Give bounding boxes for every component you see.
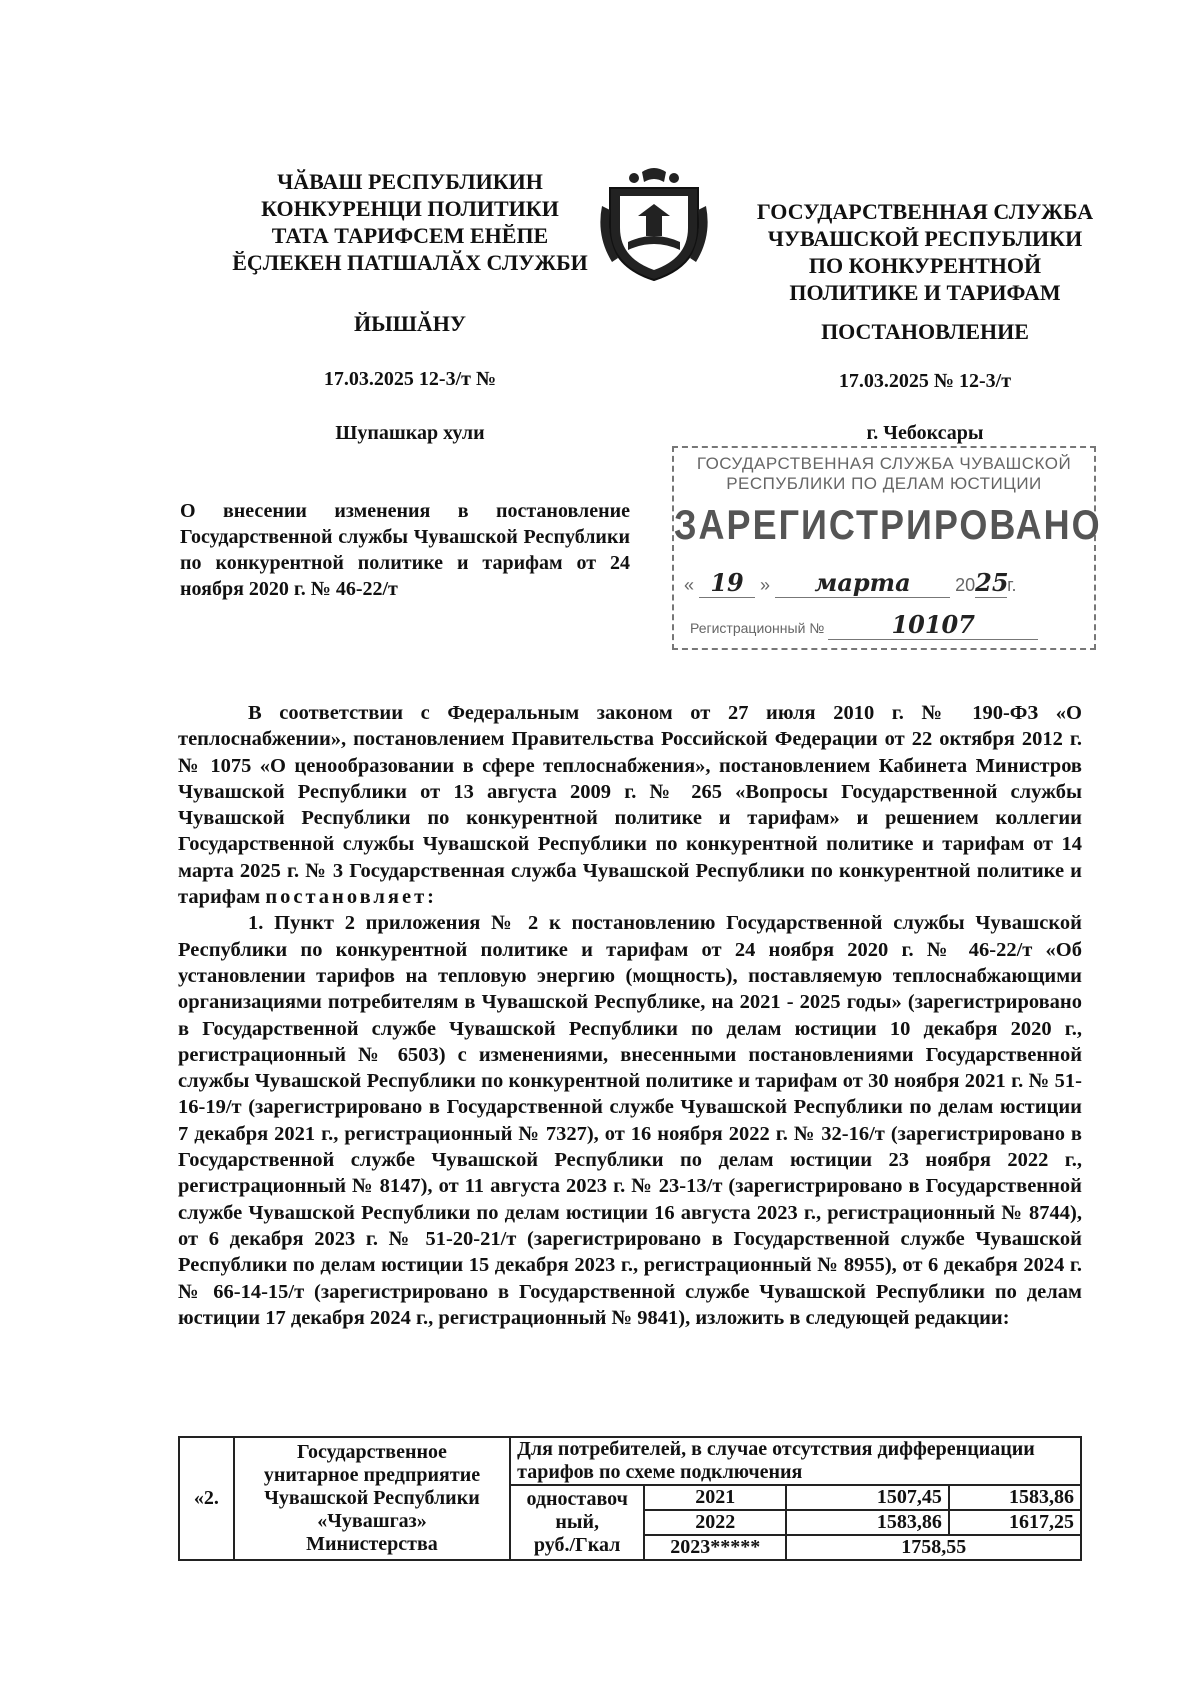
header-right-doc-type: ПОСТАНОВЛЕНИЕ (821, 319, 1029, 344)
table-org-line-1: Государственное (297, 1441, 447, 1463)
stamp-day: 19 (699, 568, 755, 598)
header-right-line-2: ЧУВАШСКОЙ РЕСПУБЛИКИ (767, 226, 1083, 251)
stamp-line-2: РЕСПУБЛИКИ ПО ДЕЛАМ ЮСТИЦИИ (726, 474, 1042, 493)
table-group-header: Для потребителей, в случае отсутствия дифференциации тарифов по схеме подключения (510, 1437, 1081, 1485)
table-org-line-2: унитарное предприятие (263, 1464, 481, 1486)
table-year-cell: 2022 (644, 1510, 786, 1535)
document-title: О внесении изменения в постановление Государственной службы Чувашской Республики по конкурентной политике и тарифам от 24 ноября 2020 г. № 46-22/т (180, 500, 630, 600)
table-org-line-3: Чувашской Республики (264, 1487, 480, 1509)
table-year-cell: 2023***** (644, 1535, 786, 1560)
stamp-status: ЗАРЕГИСТРИРОВАНО (674, 500, 1102, 548)
header-left-doc-type: ЙЫШӐНУ (353, 311, 467, 336)
registration-stamp (672, 446, 1102, 650)
table-value-cell: 1583,86 (949, 1485, 1081, 1510)
table-row (179, 1437, 1081, 1485)
stamp-line-1: ГОСУДАРСТВЕННАЯ СЛУЖБА ЧУВАШСКОЙ (696, 454, 1072, 473)
header-left-date-number: 17.03.2025 12-3/т № (323, 368, 497, 390)
coat-of-arms-icon (598, 166, 710, 284)
table-value-cell: 1583,86 (786, 1510, 949, 1535)
header-right-line-3: ПО КОНКУРЕНТНОЙ (808, 253, 1042, 278)
header-left-city: Шупашкар хули (335, 422, 485, 444)
tariff-table (178, 1436, 1082, 1561)
header-right-line-1: ГОСУДАРСТВЕННАЯ СЛУЖБА (756, 199, 1094, 224)
table-rate-type-line-2: ный, (555, 1511, 599, 1533)
coat-of-arms-emblem (598, 166, 710, 284)
preamble-text: В соответствии с Федеральным законом от 27 июля 2010 г. № 190-ФЗ «О теплоснабжении», постановлением Правительства Российской Федерации от 22 октября 2012 г. № 1075 «О ценообразовании в сфере теплоснабжения», постановлением Кабинета Министров Чувашской Республики от 13 августа 2009 г. № 265 «Вопросы Государственной службы Чувашской Республики по конкурентной политике и тарифам» и решением коллегии Государственной службы Чувашской Республики по конкурентной политике и тарифам от 14 марта 2025 г. № 3 Государственная служба Чувашской Республики по конкурентной политике и тарифам (178, 702, 1082, 909)
table-rate-type-line-1: одноставоч (526, 1488, 628, 1510)
stamp-reg-row (690, 610, 1085, 640)
stamp-reg-number: 10107 (828, 610, 1038, 640)
table-year-cell: 2021 (644, 1485, 786, 1510)
stamp-month: марта (775, 568, 950, 598)
header-left-line-2: КОНКУРЕНЦИ ПОЛИТИКИ (261, 196, 559, 221)
table-value-cell: 1758,55 (786, 1535, 1081, 1560)
header-left-line-3: ТАТА ТАРИФСЕМ ЕНӖПЕ (271, 223, 549, 248)
header-left (205, 168, 615, 276)
stamp-reg-label: Регистрационный № (690, 620, 825, 636)
table-org-line-5: Министерства (306, 1533, 438, 1555)
stamp-year-unit: г. (1007, 575, 1017, 595)
table-value-cell: 1507,45 (786, 1485, 949, 1510)
preamble-verb: постановляет: (265, 886, 437, 909)
header-left-line-1: ЧӐВАШ РЕСПУБЛИКИН (277, 169, 543, 194)
paragraph-1: 1. Пункт 2 приложения № 2 к постановлению Государственной службы Чувашской Республики по конкурентной политике и тарифам от 24 ноября 2020 г. № 46-22/т «Об установлении тарифов на тепловую энергию (мощность), поставляемую теплоснабжающими организациями потребителям в Чувашской Республике, на 2021 - 2025 годы» (зарегистрировано в Государственной службе Чувашской Республики по делам юстиции 10 декабря 2020 г., регистрационный № 6503) с изменениями, внесенными постановлениями Государственной службы Чувашской Республики по конкурентной политике и тарифам от 30 ноября 2021 г. № 51-16-19/т (зарегистрировано в Государственной службе Чувашской Республики по делам юстиции 7 декабря 2021 г., регистрационный № 7327), от 16 ноября 2022 г. № 32-16/т (зарегистрировано в Государственной службе Чувашской Республики по делам юстиции 23 ноября 2022 г., регистрационный № 8147), от 11 августа 2023 г. № 23-13/т (зарегистрировано в Государственной службе Чувашской Республики по делам юстиции 16 августа 2023 г., регистрационный № 8744), от 6 декабря 2023 г. № 51-20-21/т (зарегистрировано в Государственной службе Чувашской Республики по делам юстиции 15 декабря 2023 г., регистрационный № 8955), от 6 декабря 2024 г. № 66-14-15/т (зарегистрировано в Государственной службе Чувашской Республики по делам юстиции 17 декабря 2024 г., регистрационный № 9841), изложить в следующей редакции: (178, 912, 1082, 1329)
preamble-paragraph (178, 700, 1082, 910)
table-org-line-4: «Чувашгаз» (317, 1510, 427, 1532)
header-right-city: г. Чебоксары (866, 422, 984, 444)
stamp-year-suffix: 25 (975, 568, 1009, 597)
header-right-date-number: 17.03.2025 № 12-3/т (838, 370, 1012, 392)
table-rate-type-line-3: руб./Гкал (533, 1534, 621, 1556)
header-left-line-4: ӖҪЛЕКЕН ПАТШАЛӐХ СЛУЖБИ (232, 250, 588, 275)
table-row-number: «2. (179, 1437, 234, 1560)
table-value-cell: 1617,25 (949, 1510, 1081, 1535)
stamp-date: « 19 » марта 2025г. (684, 568, 1017, 597)
table-org-cell (234, 1437, 510, 1560)
header-right (715, 198, 1135, 306)
table-rate-type-cell (510, 1485, 644, 1560)
header-right-line-4: ПОЛИТИКЕ И ТАРИФАМ (789, 280, 1061, 305)
stamp-year-prefix: 20 (955, 575, 976, 595)
document-body (178, 700, 1082, 1331)
